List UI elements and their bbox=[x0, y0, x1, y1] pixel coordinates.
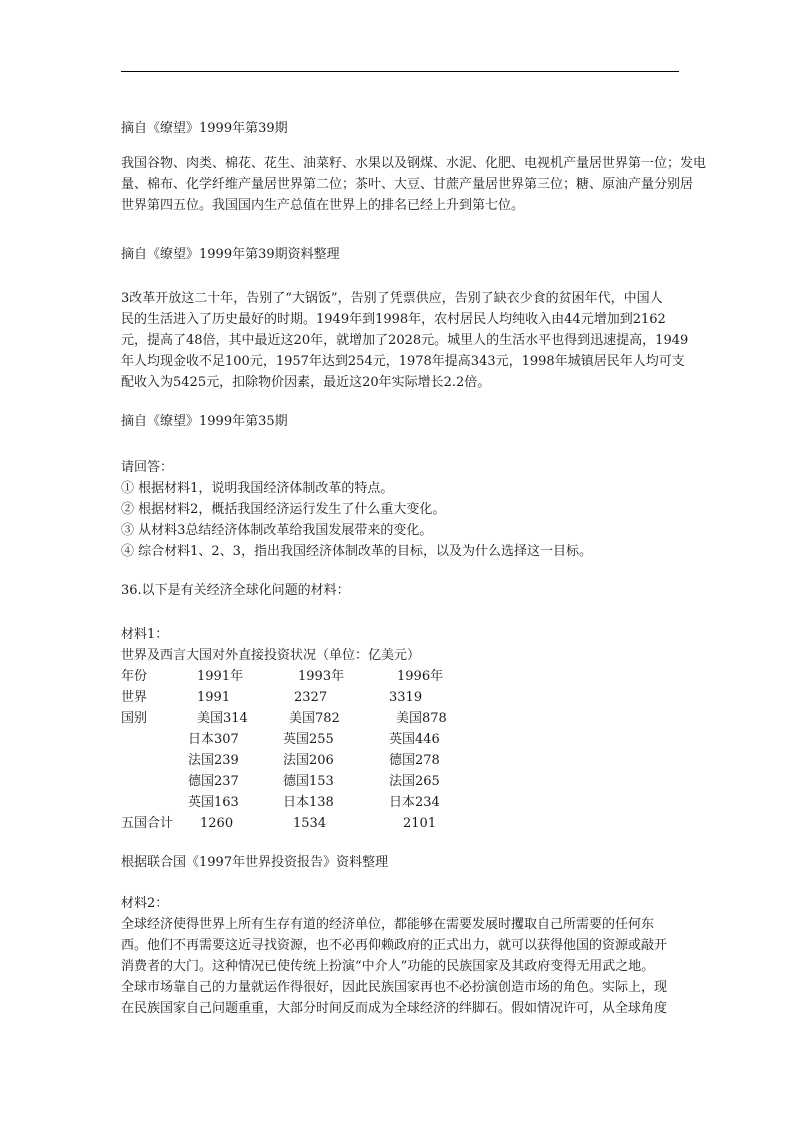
source-note-3: 摘自《缭望》1999年第35期 bbox=[121, 414, 288, 429]
table-row bbox=[121, 708, 681, 729]
material-2-body bbox=[121, 914, 681, 1019]
table-cell: 日本307 bbox=[188, 732, 239, 747]
table-cell: 国别 bbox=[121, 711, 148, 726]
table-title: 世界及西言大国对外直接投资状况（单位：亿美元） bbox=[121, 648, 421, 663]
table-cell: 英国446 bbox=[389, 732, 440, 747]
question-item: ④ 综合材料1、2、3，指出我国经济体制改革的目标，以及为什么选择这一目标。 bbox=[121, 544, 592, 559]
paragraph-line: 消费者的大门。这种情况已使传统上扮演“中介人”功能的民族国家及其政府变得无用武之地。 bbox=[121, 959, 655, 974]
table-cell: 德国278 bbox=[389, 753, 440, 768]
table-cell: 1260 bbox=[200, 816, 234, 831]
paragraph-line: 全球经济使得世界上所有生存有道的经济单位，都能够在需要发展时攫取自己所需要的任何东 bbox=[121, 917, 655, 932]
source-note-2: 摘自《缭望》1999年第39期资料整理 bbox=[121, 247, 340, 262]
table-cell: 德国153 bbox=[283, 774, 334, 789]
table-cell: 1991 bbox=[197, 690, 231, 705]
table-cell: 法国265 bbox=[389, 774, 440, 789]
paragraph-line: 在民族国家自己问题重重，大部分时间反而成为全球经济的绊脚石。假如情况许可，从全球角度 bbox=[121, 1001, 668, 1016]
table-cell: 1534 bbox=[293, 816, 327, 831]
table-cell: 法国206 bbox=[283, 753, 334, 768]
table-row bbox=[121, 729, 681, 750]
table-row bbox=[121, 687, 681, 708]
table-cell: 年份 bbox=[121, 669, 148, 684]
material-2-label: 材料2： bbox=[121, 896, 169, 911]
paragraph-2 bbox=[121, 288, 689, 393]
table-row bbox=[121, 792, 681, 813]
question-list bbox=[121, 457, 681, 562]
paragraph-line: 元，提高了48倍，其中最近这20年，就增加了2028元。城里人的生活水平也得到迅速提高，1949 bbox=[121, 333, 689, 348]
paragraph-line: 民的生活进入了历史最好的时期。1949年到1998年，农村居民人均纯收入由44元增加到2162 bbox=[121, 312, 666, 327]
header-rule bbox=[121, 71, 679, 72]
table-cell: 美国878 bbox=[396, 711, 447, 726]
table-row bbox=[121, 750, 681, 771]
paragraph-1 bbox=[121, 153, 707, 216]
table-cell: 美国782 bbox=[289, 711, 340, 726]
table-cell: 德国237 bbox=[188, 774, 239, 789]
table-cell: 五国合计 bbox=[121, 816, 174, 831]
table-cell: 美国314 bbox=[197, 711, 248, 726]
table-cell: 1996年 bbox=[397, 669, 444, 684]
table-row bbox=[121, 771, 681, 792]
paragraph-line: 我国谷物、肉类、棉花、花生、油菜籽、水果以及钢煤、水泥、化肥、电视机产量居世界第一位；发电 bbox=[121, 156, 707, 171]
table-cell: 2327 bbox=[294, 690, 328, 705]
table-row bbox=[121, 666, 681, 687]
question-item: ③ 从材料3总结经济体制改革给我国发展带来的变化。 bbox=[121, 523, 433, 538]
question-36-heading: 36.以下是有关经济全球化问题的材料： bbox=[121, 583, 350, 598]
source-note-1: 摘自《缭望》1999年第39期 bbox=[121, 121, 288, 136]
table-cell: 英国163 bbox=[188, 795, 239, 810]
table-cell: 2101 bbox=[403, 816, 437, 831]
table-cell: 法国239 bbox=[188, 753, 239, 768]
question-intro: 请回答： bbox=[121, 460, 174, 475]
table-cell: 1993年 bbox=[298, 669, 345, 684]
paragraph-line: 3改革开放这二十年，告别了“大锅饭”，告别了凭票供应，告别了缺衣少食的贫困年代，中国人 bbox=[121, 291, 663, 306]
table-cell: 日本138 bbox=[283, 795, 334, 810]
table-source-note: 根据联合国《1997年世界投资报告》资料整理 bbox=[121, 855, 389, 870]
table-cell: 世界 bbox=[121, 690, 148, 705]
table-cell: 英国255 bbox=[283, 732, 334, 747]
question-item: ② 根据材料2，概括我国经济运行发生了什么重大变化。 bbox=[121, 502, 446, 517]
table-cell: 3319 bbox=[389, 690, 423, 705]
paragraph-line: 配收入为5425元，扣除物价因素，最近这20年实际增长2.2倍。 bbox=[121, 375, 491, 390]
table-row bbox=[121, 813, 681, 834]
paragraph-line: 量、棉布、化学纤维产量居世界第二位；茶叶、大豆、甘蔗产量居世界第三位；糖、原油产量分别居 bbox=[121, 177, 694, 192]
paragraph-line: 全球市场靠自己的力量就运作得很好，因此民族国家再也不必扮演创造市场的角色。实际上，现 bbox=[121, 980, 668, 995]
paragraph-line: 西。他们不再需要这近寻找资源，也不必再仰赖政府的正式出力，就可以获得他国的资源或敲开 bbox=[121, 938, 668, 953]
paragraph-line: 年人均现金收不足100元，1957年达到254元，1978年提高343元，1998年城镇居民年人均可支 bbox=[121, 354, 685, 369]
material-1-label: 材料1： bbox=[121, 627, 169, 642]
table-cell: 1991年 bbox=[197, 669, 244, 684]
question-item: ① 根据材料1，说明我国经济体制改革的特点。 bbox=[121, 481, 394, 496]
table-cell: 日本234 bbox=[389, 795, 440, 810]
paragraph-line: 世界第四五位。我国国内生产总值在世界上的排名已经上升到第七位。 bbox=[121, 198, 525, 213]
